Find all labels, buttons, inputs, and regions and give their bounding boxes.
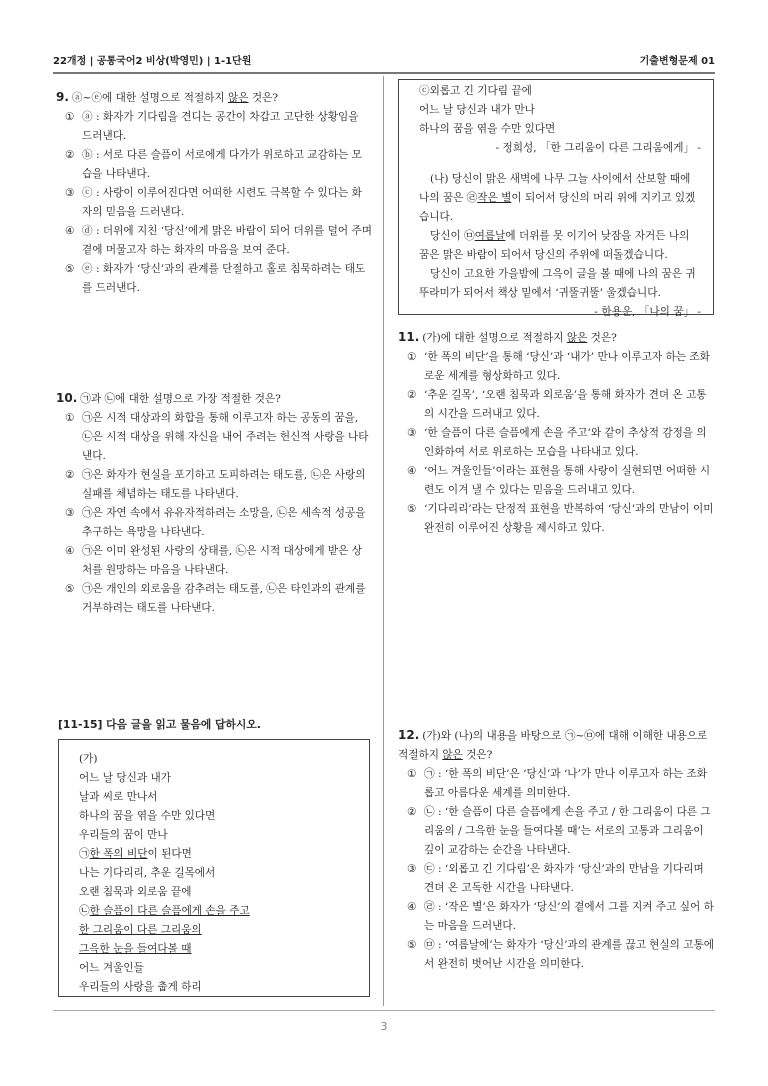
question-12-stem: 12. (가)와 (나)의 내용을 바탕으로 ㉠~㉤에 대해 이해한 내용으로 적절하지 않은 것은?: [398, 728, 708, 761]
answer-option[interactable]: ② ⓑ : 서로 다른 슬픔이 서로에게 다가가 위로하고 교감하는 모습을 나타낸다.: [65, 149, 362, 180]
answer-option[interactable]: ① ⓐ : 화자가 기다림을 견디는 공간이 차갑고 고단한 상황임을 드러낸다.: [65, 111, 359, 142]
poem-line: ㉡한 슬픔이 다른 슬픔에게 손을 주고: [79, 905, 250, 917]
poem-line: 우리들의 꿈이 만나: [79, 829, 168, 841]
answer-option[interactable]: ⑤ ⓔ : 화자가 ‘당신’과의 관계를 단절하고 홀로 침묵하려는 태도를 드러낸다.: [65, 263, 366, 294]
poem-line: ㉠한 폭의 비단이 된다면: [79, 848, 192, 860]
question-9-stem: 9. ⓐ~ⓔ에 대한 설명으로 적절하지 않은 것은?: [56, 90, 279, 104]
answer-option[interactable]: ① ‘한 폭의 비단’을 통해 ‘당신’과 ‘내가’ 만나 이루고자 하는 조화로운 세계를 형상화하고 있다.: [407, 351, 710, 382]
answer-option[interactable]: ④ ⓓ : 더위에 지친 ‘당신’에게 맑은 바람이 되어 더위를 덜어 주며 곁에 머물고자 하는 화자의 마음을 보여 준다.: [65, 225, 372, 256]
question-number: 10.: [56, 391, 78, 405]
page-number: 3: [380, 1020, 388, 1033]
poem-line: 하나의 꿈을 엮을 수만 있다면: [419, 123, 556, 135]
question-number: 11.: [398, 330, 420, 344]
answer-option[interactable]: ③ ⓒ : 사랑이 이루어진다면 어떠한 시련도 극복할 수 있다는 화자의 믿음을 드러낸다.: [65, 187, 362, 218]
footer-divider: [53, 1010, 715, 1011]
passage-continued-box: [398, 79, 714, 318]
answer-option[interactable]: ② ㉠은 화자가 현실을 포기하고 도피하려는 태도를, ㉡은 사랑의 실패를 체념하는 태도를 나타낸다.: [65, 469, 366, 500]
answer-option[interactable]: ④ ㉣ : ‘작은 별’은 화자가 ‘당신’의 곁에서 그를 지켜 주고 싶어 하는 마음을 드러낸다.: [407, 901, 714, 932]
answer-option[interactable]: ① ㉠은 시적 대상과의 화합을 통해 이루고자 하는 공동의 꿈을, ㉡은 시적 대상을 위해 자신을 내어 주려는 헌신적 사랑을 나타낸다.: [65, 412, 369, 462]
answer-option[interactable]: ④ ㉠은 이미 완성된 사랑의 상태를, ㉡은 시적 대상에게 받은 상처를 원망하는 마음을 나타낸다.: [65, 545, 362, 576]
poem-line: 나는 기다리리, 추운 길목에서: [79, 867, 216, 879]
poem-line: 오랜 침묵과 외로움 끝에: [79, 886, 192, 898]
header-course-info: 22개정 | 공통국어2 비상(박영민) | 1-1단원: [53, 56, 252, 67]
question-10: [56, 389, 372, 618]
header-divider: [53, 72, 715, 74]
poem-line: 그윽한 눈을 들여다볼 때: [79, 943, 192, 955]
column-divider: [383, 76, 384, 1006]
question-number: 9.: [56, 90, 69, 104]
answer-option[interactable]: ② ㉡ : ‘한 슬픔이 다른 슬픔에게 손을 주고 / 한 그리움이 다른 그리움의 / 그윽한 눈을 들여다볼 때’는 서로의 고통과 그리움이 깊이 교감하는 순간을 나타낸다.: [407, 806, 711, 856]
passage-label: (가): [79, 753, 98, 765]
poem-line: 하나의 꿈을 엮을 수만 있다면: [79, 810, 216, 822]
poem-line: 한 그리움이 다른 그리움의: [79, 924, 202, 936]
poem-line: ⓒ외롭고 긴 기다림 끝에: [419, 85, 532, 97]
poem-line: 어느 겨울인들: [79, 962, 144, 974]
page-header: [53, 50, 715, 70]
prose-paragraph: (나) 당신이 맑은 새벽에 나무 그늘 사이에서 산보할 때에 나의 꿈은 ㉣작은 별이 되어서 당신의 머리 위에 지키고 있겠습니다.: [419, 173, 696, 223]
answer-option[interactable]: ③ ㉠은 자연 속에서 유유자적하려는 소망을, ㉡은 세속적 성공을 추구하는 욕망을 나타낸다.: [65, 507, 366, 538]
answer-option[interactable]: ③ ‘한 슬픔이 다른 슬픔에게 손을 주고’와 같이 추상적 감정을 의인화하여 서로 위로하는 모습을 나타내고 있다.: [407, 427, 707, 458]
poem-line: 어느 날 당신과 내가 만나: [419, 104, 535, 116]
answer-option[interactable]: ⑤ ㉠은 개인의 외로움을 감추려는 태도를, ㉡은 타인과의 관계를 거부하려는 태도를 나타낸다.: [65, 583, 366, 614]
poem-line: 어느 날 당신과 내가: [79, 772, 171, 784]
poem-line: 날과 씨로 만나서: [79, 791, 158, 803]
passage-ga-box: [58, 739, 370, 997]
question-number: 12.: [398, 728, 420, 742]
question-11-stem: 11. (가)에 대한 설명으로 적절하지 않은 것은?: [398, 330, 617, 344]
answer-option[interactable]: ③ ㉢ : ‘외롭고 긴 기다림’은 화자가 ‘당신’과의 만남을 기다리며 견뎌 온 고독한 시간을 나타낸다.: [407, 863, 704, 894]
source-citation: - 정희성, 「한 그리움이 다른 그리움에게」 -: [495, 142, 701, 154]
poem-line: 우리들의 사랑을 춥게 하리: [79, 981, 202, 993]
source-citation: - 한용운, 「나의 꿈」 -: [594, 306, 701, 318]
answer-option[interactable]: ① ㉠ : ‘한 폭의 비단’은 ‘당신’과 ‘나’가 만나 이루고자 하는 조화롭고 아름다운 세계를 의미한다.: [407, 768, 707, 799]
set-instruction: [11-15] 다음 글을 읽고 물음에 답하시오.: [58, 718, 261, 731]
question-12: [398, 726, 716, 974]
question-10-stem: 10. ㉠과 ㉡에 대한 설명으로 가장 적절한 것은?: [56, 391, 281, 405]
answer-option[interactable]: ⑤ ‘기다리리’라는 단정적 표현을 반복하여 ‘당신’과의 만남이 이미 완전히 이루어진 상황을 제시하고 있다.: [407, 503, 714, 534]
prose-paragraph: 당신이 고요한 가을밤에 그윽이 글을 볼 때에 나의 꿈은 귀뚜라미가 되어서 책상 밑에서 ‘귀뚤귀뚤’ 울겠습니다.: [419, 268, 696, 299]
answer-option[interactable]: ⑤ ㉤ : ‘여름날에’는 화자가 ‘당신’과의 관계를 끊고 현실의 고통에서 완전히 벗어난 시간을 의미한다.: [407, 939, 714, 970]
question-9: [56, 88, 372, 298]
prose-paragraph: 당신이 ㉤여름날에 더위를 못 이기어 낮잠을 자거든 나의 꿈은 맑은 바람이 되어서 당신의 주위에 떠돌겠습니다.: [419, 230, 690, 261]
answer-option[interactable]: ④ ‘어느 겨울인들’이라는 표현을 통해 사랑이 실현되면 어떠한 시련도 이겨 낼 수 있다는 믿음을 드러내고 있다.: [407, 465, 711, 496]
question-11: [398, 328, 716, 538]
answer-option[interactable]: ② ‘추운 길목’, ‘오랜 침묵과 외로움’을 통해 화자가 견뎌 온 고통의 시간을 드러내고 있다.: [407, 389, 707, 420]
header-worksheet-title: 기출변형문제 01: [639, 56, 715, 67]
